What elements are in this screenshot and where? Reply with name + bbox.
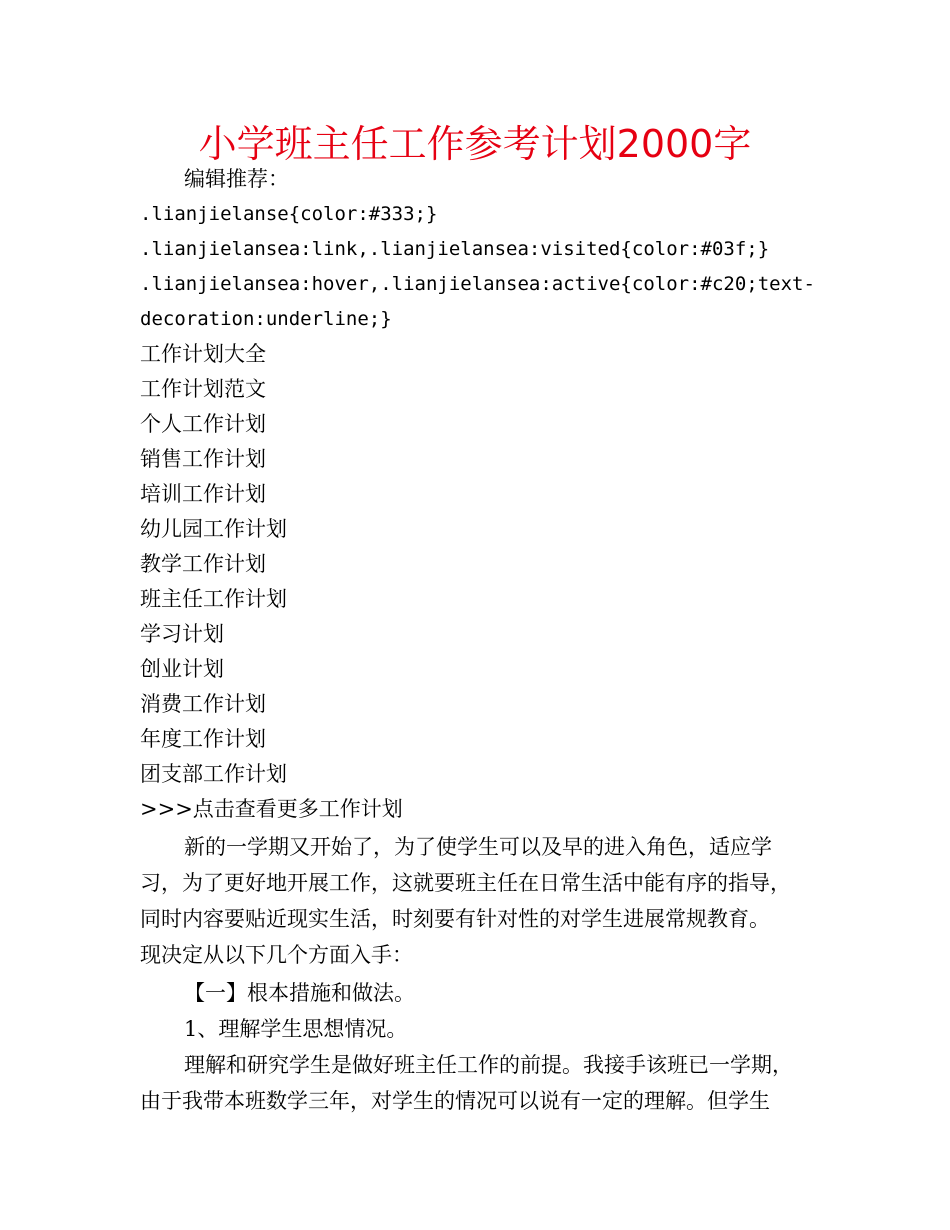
css-line: decoration:underline;} [140,308,392,330]
link-league-branch-work-plan[interactable]: 团支部工作计划 [140,762,287,786]
paragraph-line: 现决定从以下几个方面入手： [140,943,413,967]
link-head-teacher-work-plan[interactable]: 班主任工作计划 [140,587,287,611]
link-training-work-plan[interactable]: 培训工作计划 [140,482,266,506]
paragraph-line: 新的一学期又开始了，为了使学生可以及早的进入角色，适应学 [184,835,772,859]
link-consumption-work-plan[interactable]: 消费工作计划 [140,692,266,716]
paragraph-line: 由于我带本班数学三年，对学生的情况可以说有一定的理解。但学生 [140,1089,770,1113]
document-title: 小学班主任工作参考计划2000字 [198,122,752,166]
css-line: .lianjielanse{color:#333;} [140,203,438,225]
link-annual-work-plan[interactable]: 年度工作计划 [140,727,266,751]
section-heading: 【一】根本措施和做法。 [184,981,415,1005]
link-personal-work-plan[interactable]: 个人工作计划 [140,412,266,436]
link-teaching-work-plan[interactable]: 教学工作计划 [140,552,266,576]
link-sales-work-plan[interactable]: 销售工作计划 [140,447,266,471]
link-business-plan[interactable]: 创业计划 [140,657,224,681]
css-line: .lianjielansea:link,.lianjielansea:visited{color:#03f;} [140,238,770,260]
subheading: 1、理解学生思想情况。 [184,1017,408,1041]
paragraph-line: 理解和研究学生是做好班主任工作的前提。我接手该班已一学期， [184,1053,793,1077]
css-line: .lianjielansea:hover,.lianjielansea:active{color:#c20;text- [140,273,815,295]
link-work-plan-samples[interactable]: 工作计划范文 [140,377,266,401]
link-work-plan-collection[interactable]: 工作计划大全 [140,342,266,366]
paragraph-line: 习，为了更好地开展工作，这就要班主任在日常生活中能有序的指导， [140,871,791,895]
paragraph-line: 同时内容要贴近现实生活，时刻要有针对性的对学生进展常规教育。 [140,907,770,931]
editor-recommendation-label: 编辑推荐： [184,167,289,191]
more-work-plans-link[interactable]: >>>点击查看更多工作计划 [140,797,403,821]
link-kindergarten-work-plan[interactable]: 幼儿园工作计划 [140,517,287,541]
link-study-plan[interactable]: 学习计划 [140,622,224,646]
